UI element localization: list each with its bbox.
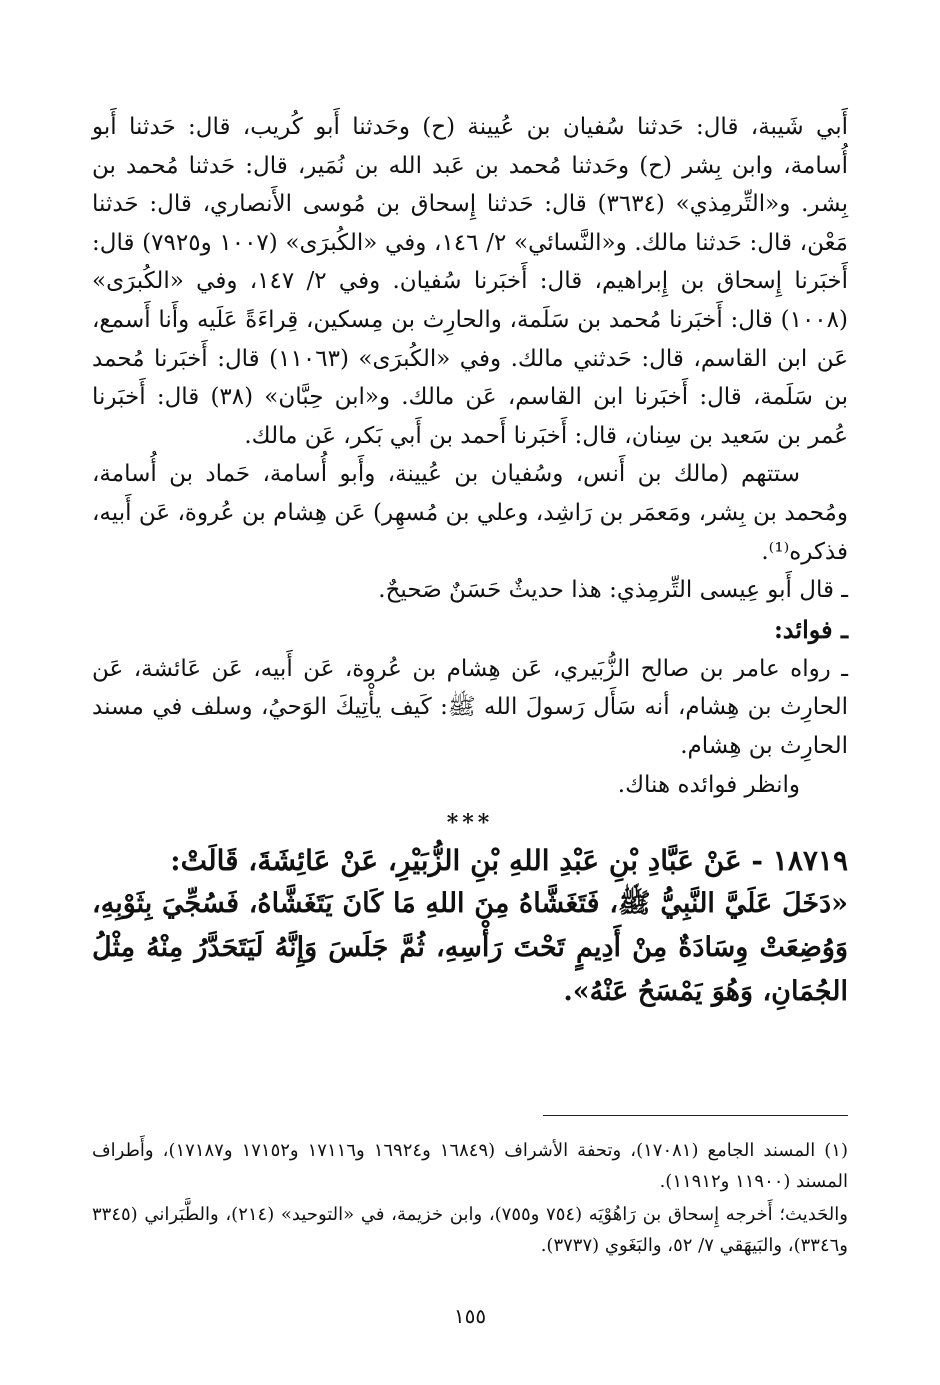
tirmidhi-grading: ـ قال أَبو عِيسى التِّرمِذي: هذا حديثٌ حَسَنٌ صَحيحٌ.: [378, 577, 848, 604]
footnote-divider: [543, 1115, 848, 1116]
isnad-paragraph: أَبي شَيبة، قال: حَدثنا سُفيان بن عُيينة (ح) وحَدثنا أَبو كُريب، قال: حَدثنا أَبو أُسامة، وابن بِشر (ح) وحَدثنا مُحمد بن عَبد الله بن نُمَير، قال: حَدثنا مُحمد بن بِشر. و«التِّرمِذي» (٣٦٣٤) قال: حَدثنا إِسحاق بن مُوسى الأَنصاري، قال: حَدثنا مَعْن، قال: حَدثنا مالك. و«النَّسائي» ٢/ ١٤٦، وفي «الكُبرَى» (١٠٠٧ و٧٩٢٥) قال: أَخبَرنا إِسحاق بن إِبراهيم، قال: أَخبَرنا سُفيان. وفي ٢/ ١٤٧، وفي «الكُبرَى» (١٠٠٨) قال: أَخبَرنا مُحمد بن سَلَمة، والحارِث بن مِسكين، قِراءَةً عَلَيه وأَنا أَسمع، عَن ابن القاسم، قال: حَدثني مالك. وفي «الكُبرَى» (١١٠٦٣) قال: أَخبَرنا مُحمد بن سَلَمة، قال: أَخبَرنا ابن القاسم، عَن مالك. و«ابن حِبَّان» (٣٨) قال: أَخبَرنا عُمر بن سَعيد بن سِنان، قال: أَخبَرنا أَحمد بن أَبي بَكر، عَن مالك.: [92, 114, 848, 449]
narrators-paragraph: ستتهم (مالك بن أَنس، وسُفيان بن عُيينة، وأَبو أُسامة، حَماد بن أُسامة، ومُحمد بن بِشر، ومَعمَر بن رَاشِد، وعلي بن مُسهِر) عَن هِشام بن عُروة، عَن أَبيه، فذكره⁽¹⁾.: [92, 461, 848, 565]
hadith-text: «دَخَلَ عَلَيَّ النَّبِيُّ ﷺ، فَتَغَشَّاهُ مِنَ اللهِ مَا كَانَ يَتَغَشَّاهُ، فَسُجِّيَ بِثَوْبِهِ، وَوُضِعَتْ وِسَادَةٌ مِنْ أَدِيمٍ تَحْتَ رَأْسِهِ، ثُمَّ جَلَسَ وَإِنَّهُ لَيَتَحَدَّرُ مِنْهُ مِثْلُ الجُمَانِ، وَهُوَ يَمْسَحُ عَنْهُ».: [92, 888, 848, 1008]
benefits-heading: ـ فوائد:: [773, 614, 848, 644]
page-number: ١٥٥: [453, 1304, 487, 1328]
benefits-see-also: وانظر فوائده هناك.: [617, 771, 800, 798]
footnotes: [92, 1135, 848, 1263]
benefits-paragraph: ـ رواه عامر بن صالح الزُّبَيري، عَن هِشام بن عُروة، عَن أَبيه، عَن عَائشة، عَن الحارِث بن هِشام، أنه سَأَل رَسولَ الله ﷺ: كَيف يأْتِيكَ الوَحيُ، وسلف في مسند الحارِث بن هِشام.: [92, 655, 848, 759]
hadith-number-line: ١٨٧١٩ - عَنْ عَبَّادِ بْنِ عَبْدِ اللهِ بْنِ الزُّبَيْرِ، عَنْ عَائِشَةَ، قَالَتْ:: [170, 844, 848, 878]
section-separator: ***: [446, 810, 494, 837]
footnote-1: (١) المسند الجامع (١٧٠٨١)، وتحفة الأشراف (١٦٨٤٩ و١٦٩٢٤ و١٧١١٦ و١٧١٥٢ و١٧١٨٧)، وأَطراف المسند (١١٩٠٠ و١١٩١٢).: [92, 1140, 848, 1192]
footnote-1-continuation: والحَديث؛ أَخرجه إِسحاق بن رَاهُوْيَه (٧٥٤ و٧٥٥)، وابن خزيمة، في «التوحيد» (٢١٤)، والطَّبَراني (٣٣٤٥ و٣٣٤٦)، والبَيهَقي ٧/ ٥٢، والبَغَوي (٣٧٣٧).: [92, 1204, 848, 1256]
book-page: [92, 108, 848, 1338]
